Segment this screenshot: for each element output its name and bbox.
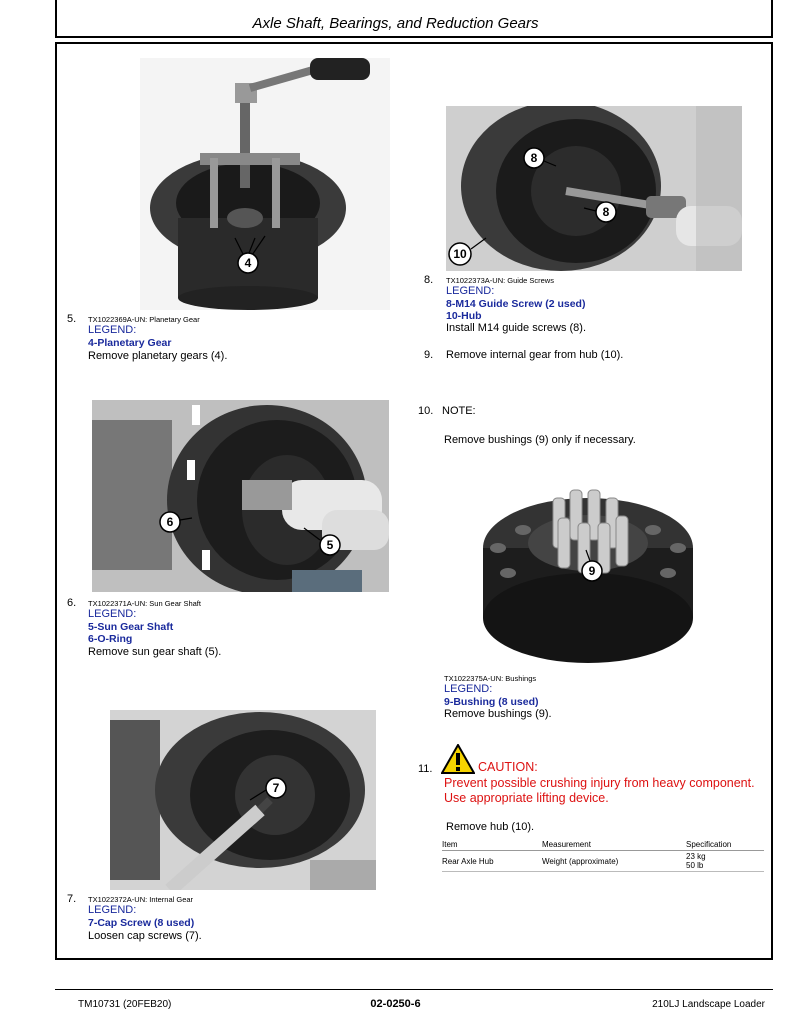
- legend-item: 4-Planetary Gear: [88, 337, 172, 349]
- legend-item: 10-Hub: [446, 310, 482, 322]
- internal-gear-photo: [110, 710, 376, 890]
- figure-id: TX1022371A-UN: Sun Gear Shaft: [88, 599, 201, 608]
- footer-page-number: 02-0250-6: [370, 998, 421, 1010]
- footer-manual-id: TM10731 (20FEB20): [78, 999, 172, 1010]
- step-instruction: Remove bushings (9).: [444, 708, 552, 720]
- figure-id: TX1022369A-UN: Planetary Gear: [88, 315, 200, 324]
- caution-label: CAUTION:: [478, 760, 538, 774]
- legend-item: 6-O-Ring: [88, 633, 133, 645]
- callout-label: 9: [588, 564, 596, 578]
- legend-item: 8-M14 Guide Screw (2 used): [446, 298, 586, 310]
- step-instruction: Remove internal gear from hub (10).: [446, 349, 624, 361]
- step-number: 6.: [67, 597, 77, 609]
- table-row: [442, 851, 764, 872]
- caution-text: Use appropriate lifting device.: [444, 791, 609, 805]
- sun-gear-shaft-photo: [92, 400, 389, 592]
- column-header: Measurement: [542, 840, 591, 849]
- note-label: NOTE:: [442, 405, 476, 417]
- column-header: Item: [442, 840, 458, 849]
- figure-id: TX1022375A-UN: Bushings: [444, 674, 537, 683]
- planetary-gear-photo: [140, 58, 390, 310]
- legend-title: LEGEND:: [444, 683, 493, 695]
- footer-model: 210LJ Landscape Loader: [652, 999, 765, 1010]
- step-number: 8.: [424, 274, 434, 286]
- guide-screws-photo: [446, 106, 742, 271]
- caution-text: Prevent possible crushing injury from heavy component.: [444, 776, 755, 790]
- column-header: Specification: [686, 840, 732, 849]
- table-cell: Rear Axle Hub: [442, 857, 494, 866]
- bushings-photo: [478, 478, 700, 670]
- callout-label: 4: [244, 256, 252, 270]
- callout-label: 8: [602, 205, 610, 219]
- step-instruction: Remove sun gear shaft (5).: [88, 646, 222, 658]
- table-cell: Weight (approximate): [542, 857, 619, 866]
- step-instruction: Remove hub (10).: [446, 821, 535, 833]
- legend-item: 7-Cap Screw (8 used): [88, 917, 195, 929]
- spec-value: 23 kg: [686, 852, 706, 861]
- step-number: 11.: [418, 763, 433, 775]
- step-number: 9.: [424, 349, 434, 361]
- legend-title: LEGEND:: [88, 904, 137, 916]
- figure-id: TX1022373A-UN: Guide Screws: [446, 276, 554, 285]
- callout-label: 7: [272, 781, 280, 795]
- callout-label: 6: [166, 515, 174, 529]
- step-instruction: Remove planetary gears (4).: [88, 350, 228, 362]
- legend-item: 5-Sun Gear Shaft: [88, 621, 174, 633]
- legend-title: LEGEND:: [88, 324, 137, 336]
- legend-title: LEGEND:: [446, 285, 495, 297]
- section-title: Axle Shaft, Bearings, and Reduction Gears: [252, 15, 539, 32]
- figure-id: TX1022372A-UN: Internal Gear: [88, 895, 194, 904]
- callout-label: 8: [530, 151, 538, 165]
- warning-triangle-icon: [441, 744, 475, 774]
- spec-value: 50 lb: [686, 861, 704, 870]
- callout-label: 10: [453, 247, 467, 261]
- table-cell: [686, 851, 764, 872]
- footer-rule: [55, 989, 773, 990]
- note-text: Remove bushings (9) only if necessary.: [444, 434, 636, 446]
- step-instruction: Install M14 guide screws (8).: [446, 322, 586, 334]
- table-header-row: [442, 839, 764, 851]
- spec-table: [442, 839, 764, 872]
- callout-label: 5: [326, 538, 334, 552]
- legend-title: LEGEND:: [88, 608, 137, 620]
- step-number: 10.: [418, 405, 434, 417]
- step-number: 5.: [67, 313, 77, 325]
- legend-item: 9-Bushing (8 used): [444, 696, 539, 708]
- step-number: 7.: [67, 893, 77, 905]
- step-instruction: Loosen cap screws (7).: [88, 930, 202, 942]
